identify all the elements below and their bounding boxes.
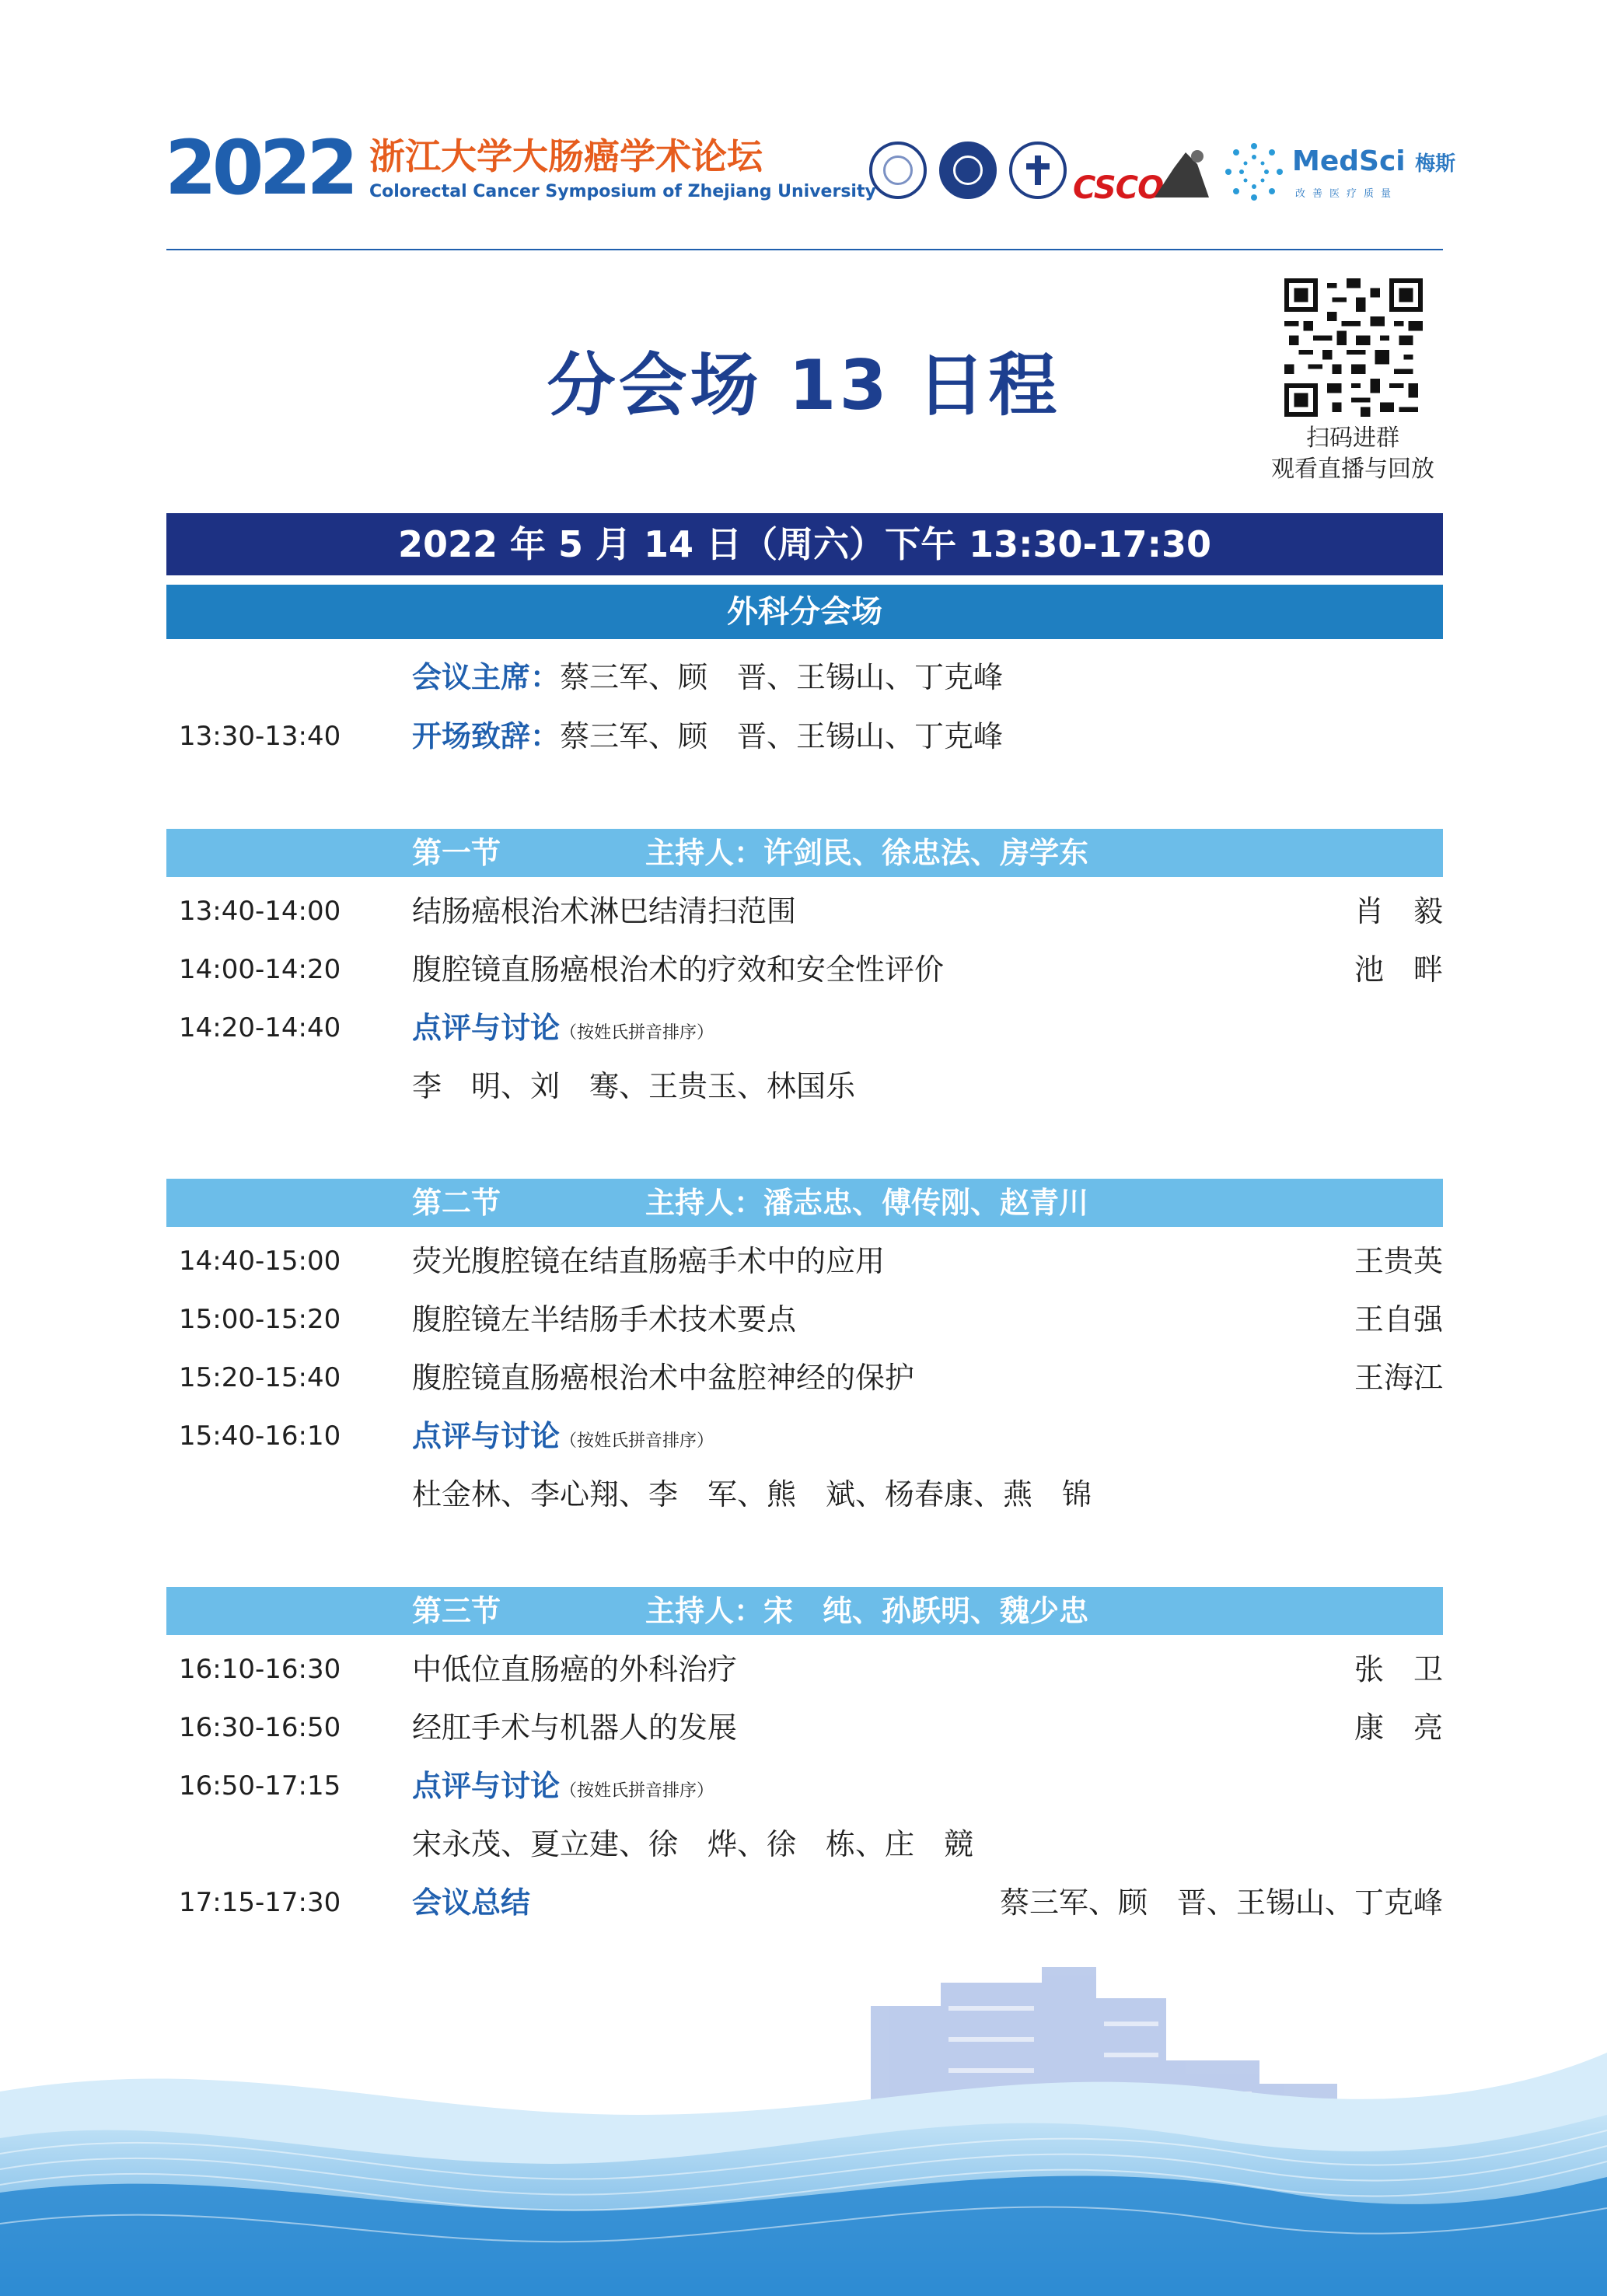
closing-time: 17:15-17:30 <box>179 1887 341 1918</box>
table-row-title: 腹腔镜直肠癌根治术中盆腔神经的保护 <box>412 1361 915 1395</box>
zju-logo-icon <box>869 142 927 199</box>
section-2-name: 第二节 <box>412 1186 501 1220</box>
forum-title-cn: 浙江大学大肠癌学术论坛 <box>369 135 763 177</box>
table-row-time: 15:20-15:40 <box>179 1362 341 1393</box>
section-3-hosts: 主持人：宋 纯、孙跃明、魏少忠 <box>645 1594 1089 1628</box>
event-year: 2022 <box>165 124 355 211</box>
closing-names: 蔡三军、顾 晋、王锡山、丁克峰 <box>999 1885 1443 1920</box>
qr-label-line-1: 扫码进群 <box>1306 425 1399 452</box>
table-row-title: 中低位直肠癌的外科治疗 <box>412 1652 738 1686</box>
table-row-title: 荧光腹腔镜在结直肠癌手术中的应用 <box>412 1244 886 1278</box>
table-row-speaker: 张 卫 <box>1354 1652 1443 1686</box>
table-row-title: 经肛手术与机器人的发展 <box>412 1711 738 1745</box>
discussion-row <box>412 1771 714 1801</box>
discussion-time: 14:20-14:40 <box>179 1012 341 1043</box>
section-1-bar <box>166 829 1443 877</box>
table-row-speaker: 肖 毅 <box>1354 894 1443 928</box>
table-row-speaker: 王自强 <box>1354 1302 1443 1337</box>
society-logo-icon <box>1009 142 1067 199</box>
medsci-slogan: 改善医疗质量 <box>1295 188 1399 200</box>
table-row-title: 腹腔镜直肠癌根治术的疗效和安全性评价 <box>412 952 945 987</box>
table-row-speaker: 康 亮 <box>1354 1711 1443 1745</box>
header-divider <box>166 249 1443 250</box>
table-row-title: 腹腔镜左半结肠手术技术要点 <box>412 1302 797 1337</box>
discussion-names: 李 明、刘 骞、王贵玉、林国乐 <box>412 1069 856 1103</box>
opening-row <box>412 719 1004 753</box>
discussion-row <box>412 1421 714 1451</box>
opening-time: 13:30-13:40 <box>179 721 341 752</box>
table-row-speaker: 池 畔 <box>1354 952 1443 987</box>
section-2-bar <box>166 1179 1443 1227</box>
chair-row <box>412 662 1003 692</box>
table-row-speaker: 王海江 <box>1354 1361 1443 1395</box>
table-row-title: 结肠癌根治术淋巴结清扫范围 <box>412 894 797 928</box>
section-1-name: 第一节 <box>412 836 501 870</box>
discussion-note: （按姓氏拼音排序） <box>560 1781 714 1801</box>
table-row-time: 14:40-15:00 <box>179 1246 341 1277</box>
table-row-time: 15:00-15:20 <box>179 1304 341 1335</box>
qr-label <box>1236 423 1469 485</box>
venue-bar: 外科分会场 <box>166 585 1443 639</box>
discussion-names: 宋永茂、夏立建、徐 烨、徐 栋、庄 競 <box>412 1827 974 1861</box>
discussion-note: （按姓氏拼音排序） <box>560 1023 714 1043</box>
second-hospital-logo-icon <box>939 142 997 199</box>
table-row-time: 16:10-16:30 <box>179 1654 341 1685</box>
discussion-note: （按姓氏拼音排序） <box>560 1431 714 1451</box>
opening-speech-label: 开场致辞： <box>412 719 561 753</box>
discussion-label: 点评与讨论 <box>412 1419 561 1453</box>
table-row-speaker: 王贵英 <box>1354 1244 1443 1278</box>
closing-label: 会议总结 <box>412 1885 531 1920</box>
chair-names: 蔡三军、顾 晋、王锡山、丁克峰 <box>560 660 1004 694</box>
discussion-label: 点评与讨论 <box>412 1769 561 1803</box>
csco-logo-icon: CSCO <box>1073 170 1164 206</box>
opening-speech-names: 蔡三军、顾 晋、王锡山、丁克峰 <box>560 719 1004 753</box>
discussion-row <box>412 1013 714 1043</box>
qr-code-icon[interactable] <box>1284 278 1423 417</box>
section-2-hosts: 主持人：潘志忠、傅传刚、赵青川 <box>645 1186 1089 1220</box>
date-bar: 2022 年 5 月 14 日（周六）下午 13:30-17:30 <box>166 513 1443 575</box>
table-row-time: 13:40-14:00 <box>179 896 341 927</box>
table-row-time: 16:30-16:50 <box>179 1712 341 1743</box>
discussion-time: 15:40-16:10 <box>179 1421 341 1452</box>
discussion-label: 点评与讨论 <box>412 1011 561 1045</box>
section-3-bar <box>166 1587 1443 1635</box>
medsci-logo-icon <box>1224 142 1284 202</box>
section-3-name: 第三节 <box>412 1594 501 1628</box>
medsci-brand: MedSci 梅斯 <box>1292 145 1456 177</box>
section-1-hosts: 主持人：许剑民、徐忠法、房学东 <box>645 836 1089 870</box>
table-row-time: 14:00-14:20 <box>179 954 341 985</box>
discussion-time: 16:50-17:15 <box>179 1770 341 1802</box>
chair-label: 会议主席： <box>412 660 561 694</box>
qr-label-line-2: 观看直播与回放 <box>1271 456 1434 483</box>
csco-emblem-icon <box>1151 145 1213 199</box>
page-title: 分会场 13 日程 <box>547 345 1060 425</box>
footer-wave-decoration <box>0 1959 1607 2296</box>
discussion-names: 杜金林、李心翔、李 军、熊 斌、杨春康、燕 锦 <box>412 1477 1092 1511</box>
forum-title-en: Colorectal Cancer Symposium of Zhejiang University <box>369 182 876 201</box>
